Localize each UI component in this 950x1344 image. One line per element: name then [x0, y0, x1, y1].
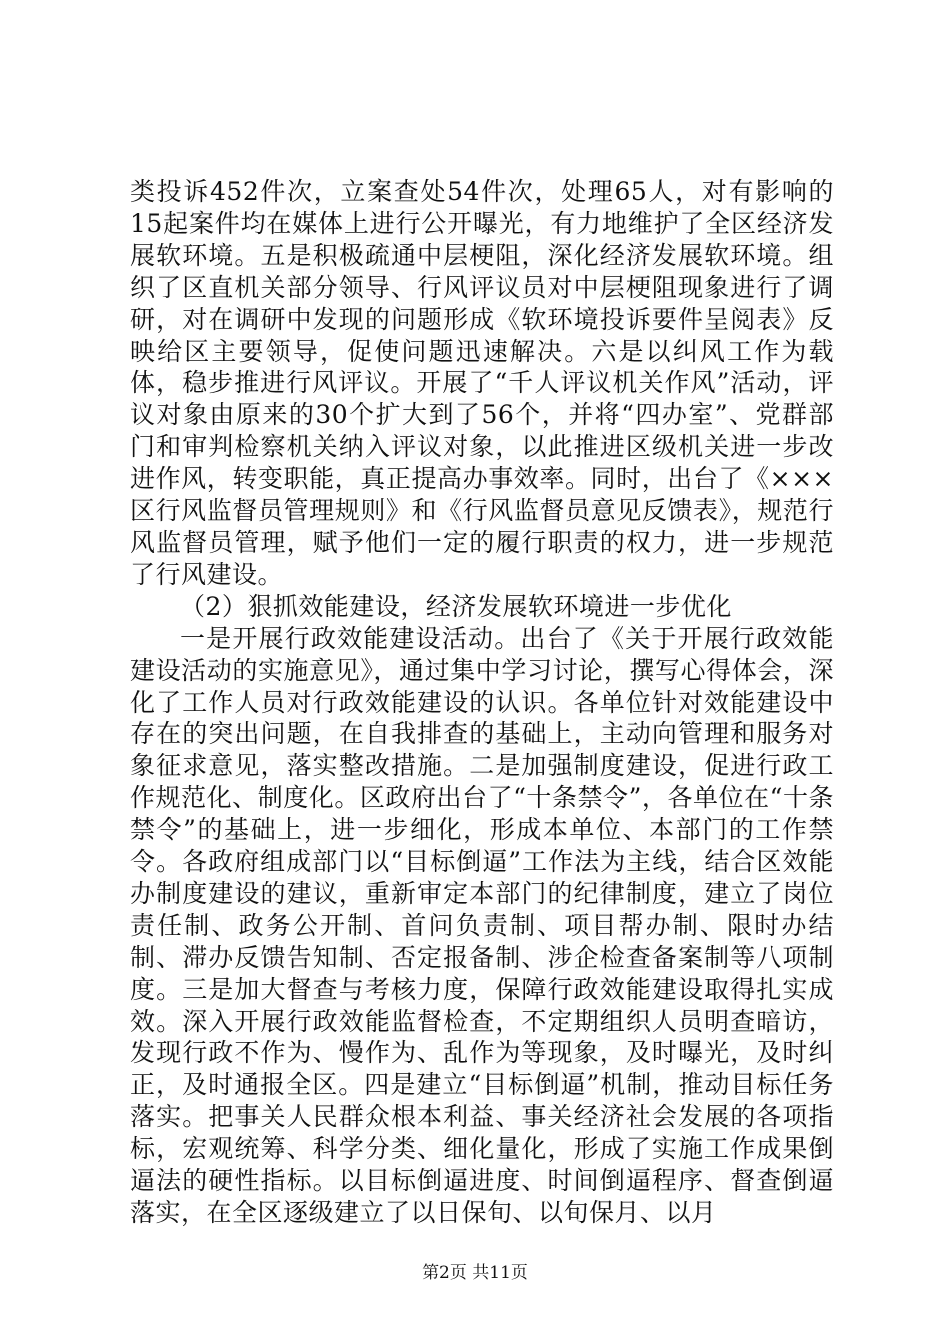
section-heading: （2）狠抓效能建设，经济发展软环境进一步优化 [180, 591, 732, 621]
page-footer: 第2页 共11页 [422, 1263, 528, 1283]
section-paragraph: 一是开展行政效能建设活动。出台了《关于开展行政效能建设活动的实施意见》，通过集中学习讨论，撰写心得体会，深化了工作人员对行政效能建设的认识。各单位针对效能建设中存在的突出问题，在自我排查的基础上，主动向管理和服务对象征求意见，落实整改措施。二是加强制度建设，促进行政工作规范化、制度化。区政府出台了“十条禁令”，各单位在“十条禁令”的基础上，进一步细化，形成本单位、本部门的工作禁令。各政府组成部门以“目标倒逼”工作法为主线，结合区效能办制度建设的建议，重新审定本部门的纪律制度，建立了岗位责任制、政务公开制、首问负责制、项目帮办制、限时办结制、滞办反馈告知制、否定报备制、涉企检查备案制等八项制度。三是加大督查与考核力度，保障行政效能建设取得扎实成效。深入开展行政效能监督检查，不定期组织人员明查暗访，发现行政不作为、慢作为、乱作为等现象，及时曝光，及时纠正，及时通报全区。四是建立“目标倒逼”机制，推动目标任务落实。把事关人民群众根本利益、事关经济社会发展的各项指标，宏观统筹、科学分类、细化量化，形成了实施工作成果倒逼法的硬性指标。以目标倒逼进度、时间倒逼程序、督查倒逼落实，在全区逐级建立了以日保旬、以旬保月、以月 [130, 623, 834, 1227]
document-body [130, 176, 834, 1229]
continuation-paragraph: 类投诉452件次，立案查处54件次，处理65人，对有影响的15起案件均在媒体上进行公开曝光，有力地维护了全区经济发展软环境。五是积极疏通中层梗阻，深化经济发展软环境。组织了区直机关部分领导、行风评议员对中层梗阻现象进行了调研，对在调研中发现的问题形成《软环境投诉要件呈阅表》反映给区主要领导，促使问题迅速解决。六是以纠风工作为载体，稳步推进行风评议。开展了“千人评议机关作风”活动，评议对象由原来的30个扩大到了56个，并将“四办室”、党群部门和审判检察机关纳入评议对象，以此推进区级机关进一步改进作风，转变职能，真正提高办事效率。同时，出台了《×××区行风监督员管理规则》和《行风监督员意见反馈表》，规范行风监督员管理，赋予他们一定的履行职责的权力，进一步规范了行风建设。 [130, 177, 834, 589]
